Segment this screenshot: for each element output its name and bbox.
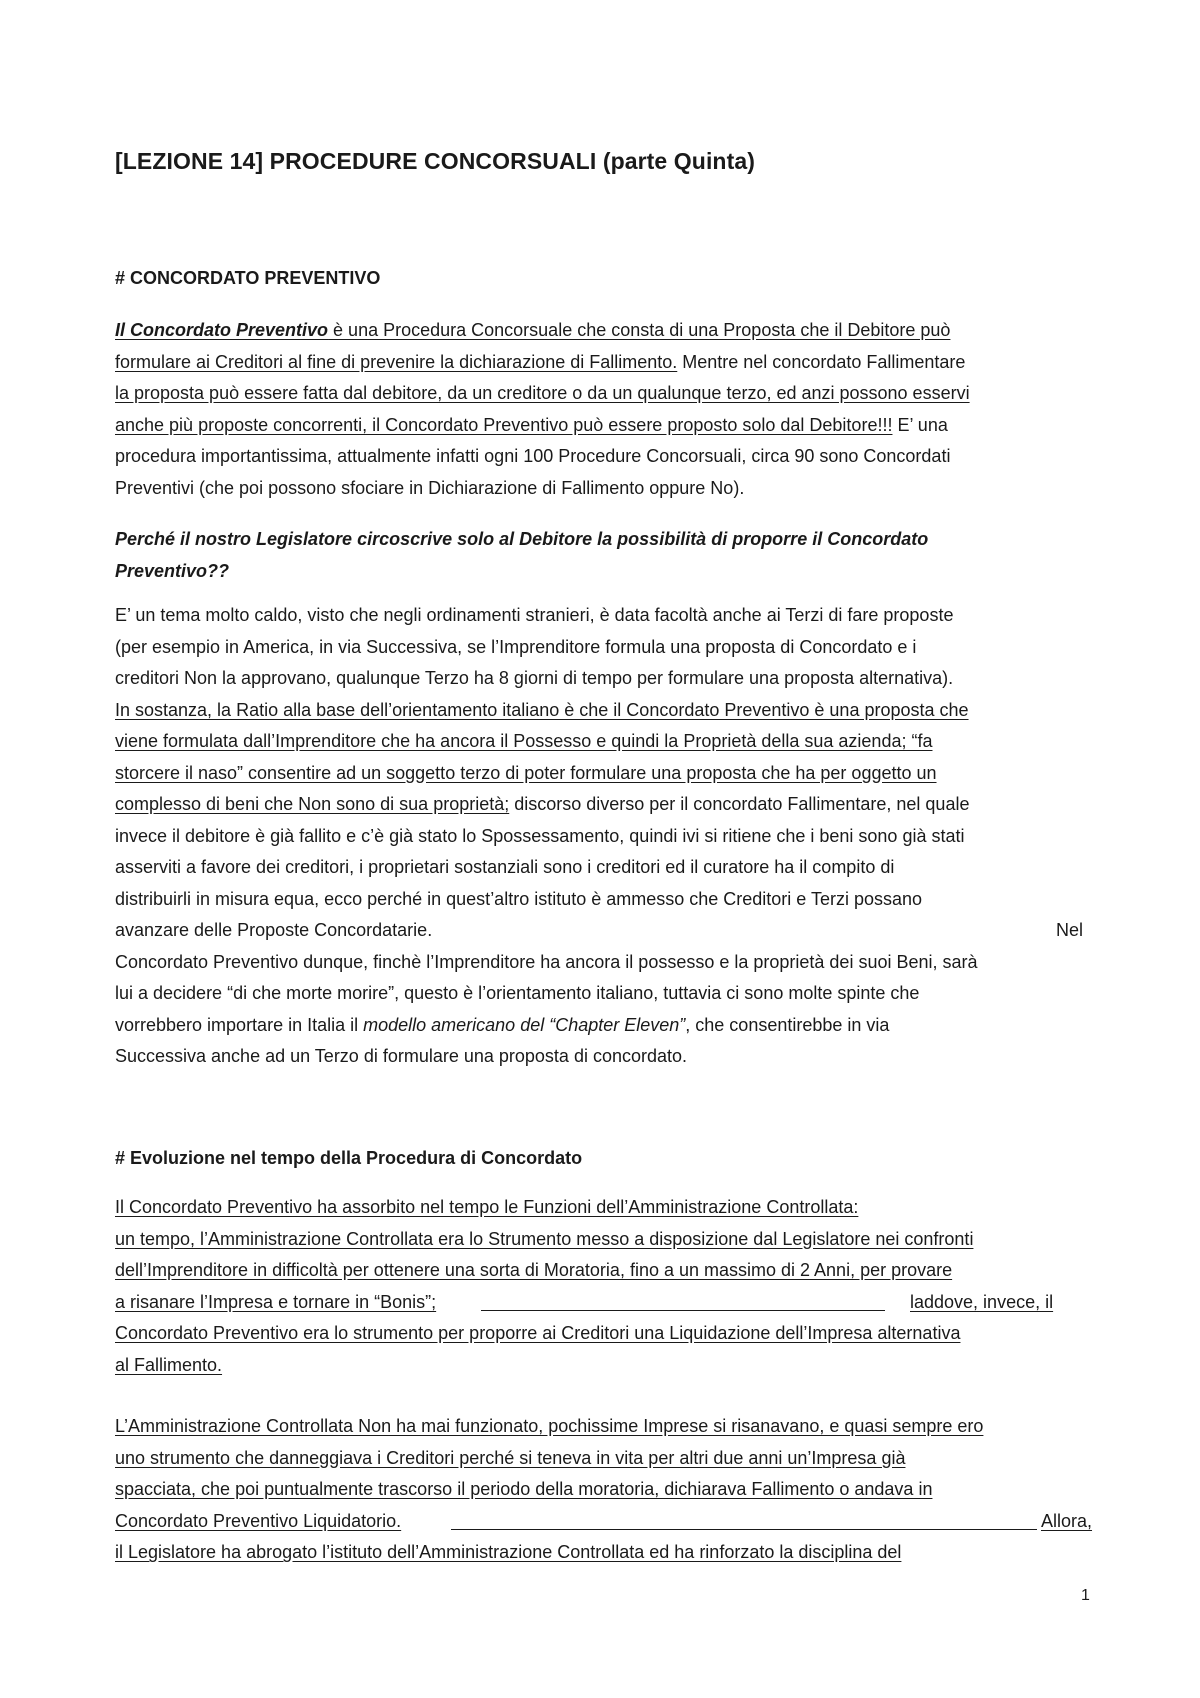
paragraph-discussion [115, 600, 1095, 1073]
text-line [115, 315, 1095, 347]
page-number: 1 [1081, 1587, 1090, 1604]
text-line: E’ un tema molto caldo, visto che negli ordinamenti stranieri, è data facoltà anche ai Terzi di fare proposte [115, 605, 954, 625]
text-line: un tempo, l’Amministrazione Controllata era lo Strumento messo a disposizione dal Legislatore nei confronti [115, 1228, 974, 1249]
text-span: a risanare l’Impresa e tornare in “Bonis”; [115, 1291, 437, 1312]
text-line: L’Amministrazione Controllata Non ha mai funzionato, pochissime Imprese si risanavano, e quasi sempre ero [115, 1416, 984, 1436]
text-line: uno strumento che danneggiava i Creditori perché si teneva in vita per altri due anni un’Impresa già [115, 1447, 906, 1468]
text-span: anche più proposte concorrenti, il Concordato Preventivo può essere proposto solo dal Debitore!!! [115, 414, 893, 435]
text-span: discorso diverso per il concordato Fallimentare, nel quale [509, 794, 970, 814]
text-line [115, 1192, 1095, 1224]
text-line: al Fallimento. [115, 1354, 223, 1375]
text-line: dell’Imprenditore in difficoltà per ottenere una sorta di Moratoria, fino a un massimo di 2 Anni, per provare [115, 1260, 953, 1280]
text-line [115, 1506, 1095, 1538]
text-line: storcere il naso” consentire ad un soggetto terzo di poter formulare una proposta che ha per oggetto un [115, 762, 937, 783]
text-span: Il Concordato Preventivo ha assorbito nel tempo le Funzioni dell’Amministrazione Controllata: [115, 1197, 859, 1217]
underline-filler [451, 1529, 1037, 1530]
text-span: Allora, [1041, 1510, 1093, 1531]
text-line: invece il debitore è già fallito e c’è già stato lo Spossessamento, quindi ivi si ritiene che i beni sono già stati [115, 825, 965, 846]
text-span: E’ una [892, 414, 948, 435]
underline-filler [970, 1192, 1075, 1224]
text-line: Concordato Preventivo era lo strumento per proporre ai Creditori una Liquidazione dell’Impresa alternativa [115, 1323, 961, 1343]
text-line: distribuirli in misura equa, ecco perché in quest’altro istituto è ammesso che Creditori e Terzi possano [115, 888, 923, 909]
text-line: Preventivo?? [115, 560, 230, 581]
section-heading-evoluzione: # Evoluzione nel tempo della Procedura di Concordato [115, 1148, 583, 1168]
paragraph-definition [115, 315, 1095, 504]
text-span: , che consentirebbe in via [685, 1014, 890, 1035]
emphasis-term: Il Concordato Preventivo [115, 320, 329, 340]
text-line: In sostanza, la Ratio alla base dell’orientamento italiano è che il Concordato Preventivo è una proposta che [115, 699, 969, 720]
text-span: Mentre nel concordato Fallimentare [677, 351, 966, 372]
text-line: viene formulata dall’Imprenditore che ha ancora il Possesso e quindi la Proprietà della sua azienda; “fa [115, 731, 933, 751]
text-span: complesso di beni che Non sono di sua proprietà; [115, 794, 510, 814]
text-line: la proposta può essere fatta dal debitore, da un creditore o da un qualunque terzo, ed anzi possono esservi [115, 383, 970, 403]
text-span: avanzare delle Proposte Concordatarie. [115, 920, 433, 940]
text-span: vorrebbero importare in Italia il [115, 1014, 364, 1035]
text-line: procedura importantissima, attualmente infatti ogni 100 Procedure Concorsuali, circa 90 sono Concordati [115, 446, 951, 466]
text-line: asserviti a favore dei creditori, i proprietari sostanziali sono i creditori ed il curatore ha il compito di [115, 857, 895, 877]
section-heading-concordato-preventivo: # CONCORDATO PREVENTIVO [115, 268, 381, 288]
text-span: laddove, invece, il [910, 1291, 1054, 1312]
text-line [115, 1287, 1095, 1319]
text-line [115, 915, 1095, 947]
text-line: spacciata, che poi puntualmente trascorso il periodo della moratoria, dichiarava Fallimento o andava in [115, 1479, 933, 1499]
text-line [115, 1010, 1095, 1042]
text-line [115, 789, 1095, 821]
paragraph-question [115, 524, 1095, 587]
text-line: Preventivi (che poi possono sfociare in Dichiarazione di Fallimento oppure No). [115, 477, 745, 498]
text-line: (per esempio in America, in via Successiva, se l’Imprenditore formula una proposta di Concordato e i [115, 636, 917, 657]
text-line: il Legislatore ha abrogato l’istituto dell’Amministrazione Controllata ed ha rinforzato la disciplina del [115, 1542, 902, 1562]
text-span: Nel [1056, 920, 1084, 940]
text-line [115, 410, 1095, 442]
text-span: Concordato Preventivo Liquidatorio. [115, 1510, 402, 1531]
text-line: Successiva anche ad un Terzo di formulare una proposta di concordato. [115, 1046, 688, 1066]
underline-filler [481, 1310, 885, 1311]
text-line: Concordato Preventivo dunque, finchè l’Imprenditore ha ancora il possesso e la proprietà dei suoi Beni, sarà [115, 951, 978, 972]
text-line: Perché il nostro Legislatore circoscrive solo al Debitore la possibilità di proporre il Concordato [115, 529, 929, 549]
text-line: creditori Non la approvano, qualunque Terzo ha 8 giorni di tempo per formulare una proposta alternativa). [115, 668, 954, 688]
text-span: formulare ai Creditori al fine di prevenire la dichiarazione di Fallimento. [115, 351, 678, 372]
emphasis-term: modello americano del “Chapter Eleven” [363, 1014, 686, 1035]
text-span: è una Procedura Concorsuale che consta di una Proposta che il Debitore può [328, 320, 951, 340]
paragraph-evolution [115, 1192, 1095, 1381]
paragraph-amministrazione-controllata [115, 1411, 1095, 1569]
text-line: lui a decidere “di che morte morire”, questo è l’orientamento italiano, tuttavia ci sono molte spinte che [115, 983, 920, 1003]
text-line [115, 347, 1095, 379]
document-title: [LEZIONE 14] PROCEDURE CONCORSUALI (parte Quinta) [115, 148, 755, 174]
